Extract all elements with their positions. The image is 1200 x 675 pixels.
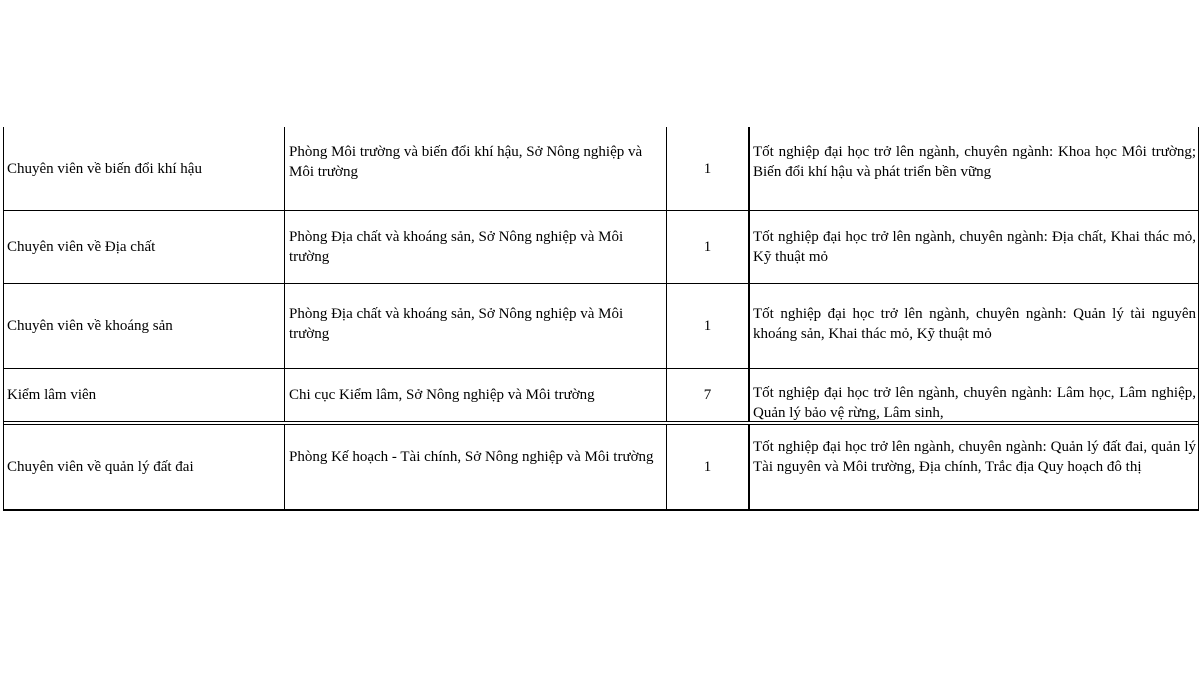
position-text: Chuyên viên về biến đổi khí hậu <box>7 160 202 177</box>
quantity-text: 1 <box>703 239 712 255</box>
quantity-cell <box>666 369 748 421</box>
quantity-cell <box>666 127 748 210</box>
quantity-cell <box>666 211 748 283</box>
position-text: Chuyên viên về khoáng sản <box>7 318 173 334</box>
recruitment-table <box>3 127 1199 511</box>
position-text: Chuyên viên về quản lý đất đai <box>7 459 194 475</box>
position-text: Kiểm lâm viên <box>7 387 97 403</box>
requirement-cell: Tốt nghiệp đại học trở lên ngành, chuyên ngành: Quản lý đất đai, quản lý Tài nguyên và Môi trường, Địa chính, Trắc địa Quy hoạch đô thị <box>748 425 1198 509</box>
requirement-cell: Tốt nghiệp đại học trở lên ngành, chuyên ngành: Địa chất, Khai thác mỏ, Kỹ thuật mỏ <box>748 211 1198 283</box>
unit-cell <box>284 369 666 421</box>
table-row <box>3 369 1199 422</box>
position-cell <box>4 369 284 421</box>
requirement-cell: Tốt nghiệp đại học trở lên ngành, chuyên ngành: Khoa học Môi trường; Biến đổi khí hậu và phát triển bền vững <box>748 127 1198 210</box>
quantity-cell <box>666 425 748 509</box>
position-text: Chuyên viên về Địa chất <box>7 239 156 255</box>
unit-text: Chi cục Kiểm lâm, Sở Nông nghiệp và Môi trường <box>289 387 595 403</box>
position-cell <box>4 127 284 210</box>
quantity-cell <box>666 284 748 368</box>
position-cell <box>4 425 284 509</box>
table-row <box>3 284 1199 369</box>
unit-cell: Phòng Môi trường và biến đổi khí hậu, Sở Nông nghiệp và Môi trường <box>284 127 666 210</box>
unit-cell: Phòng Địa chất và khoáng sản, Sở Nông nghiệp và Môi trường <box>284 211 666 283</box>
quantity-text: 1 <box>703 318 712 334</box>
quantity-text: 7 <box>703 387 712 403</box>
table-row <box>3 127 1199 211</box>
position-cell <box>4 284 284 368</box>
unit-cell: Phòng Địa chất và khoáng sản, Sở Nông nghiệp và Môi trường <box>284 284 666 368</box>
quantity-text: 1 <box>703 160 712 177</box>
requirement-cell: Tốt nghiệp đại học trở lên ngành, chuyên ngành: Lâm học, Lâm nghiệp, Quản lý bảo vệ rừng, Lâm sinh, <box>748 369 1198 421</box>
requirement-cell: Tốt nghiệp đại học trở lên ngành, chuyên ngành: Quản lý tài nguyên khoáng sản, Khai thác mỏ, Kỹ thuật mỏ <box>748 284 1198 368</box>
table-row <box>3 425 1199 511</box>
unit-cell: Phòng Kế hoạch - Tài chính, Sở Nông nghiệp và Môi trường <box>284 425 666 509</box>
table-row <box>3 211 1199 284</box>
position-cell <box>4 211 284 283</box>
quantity-text: 1 <box>703 459 712 475</box>
